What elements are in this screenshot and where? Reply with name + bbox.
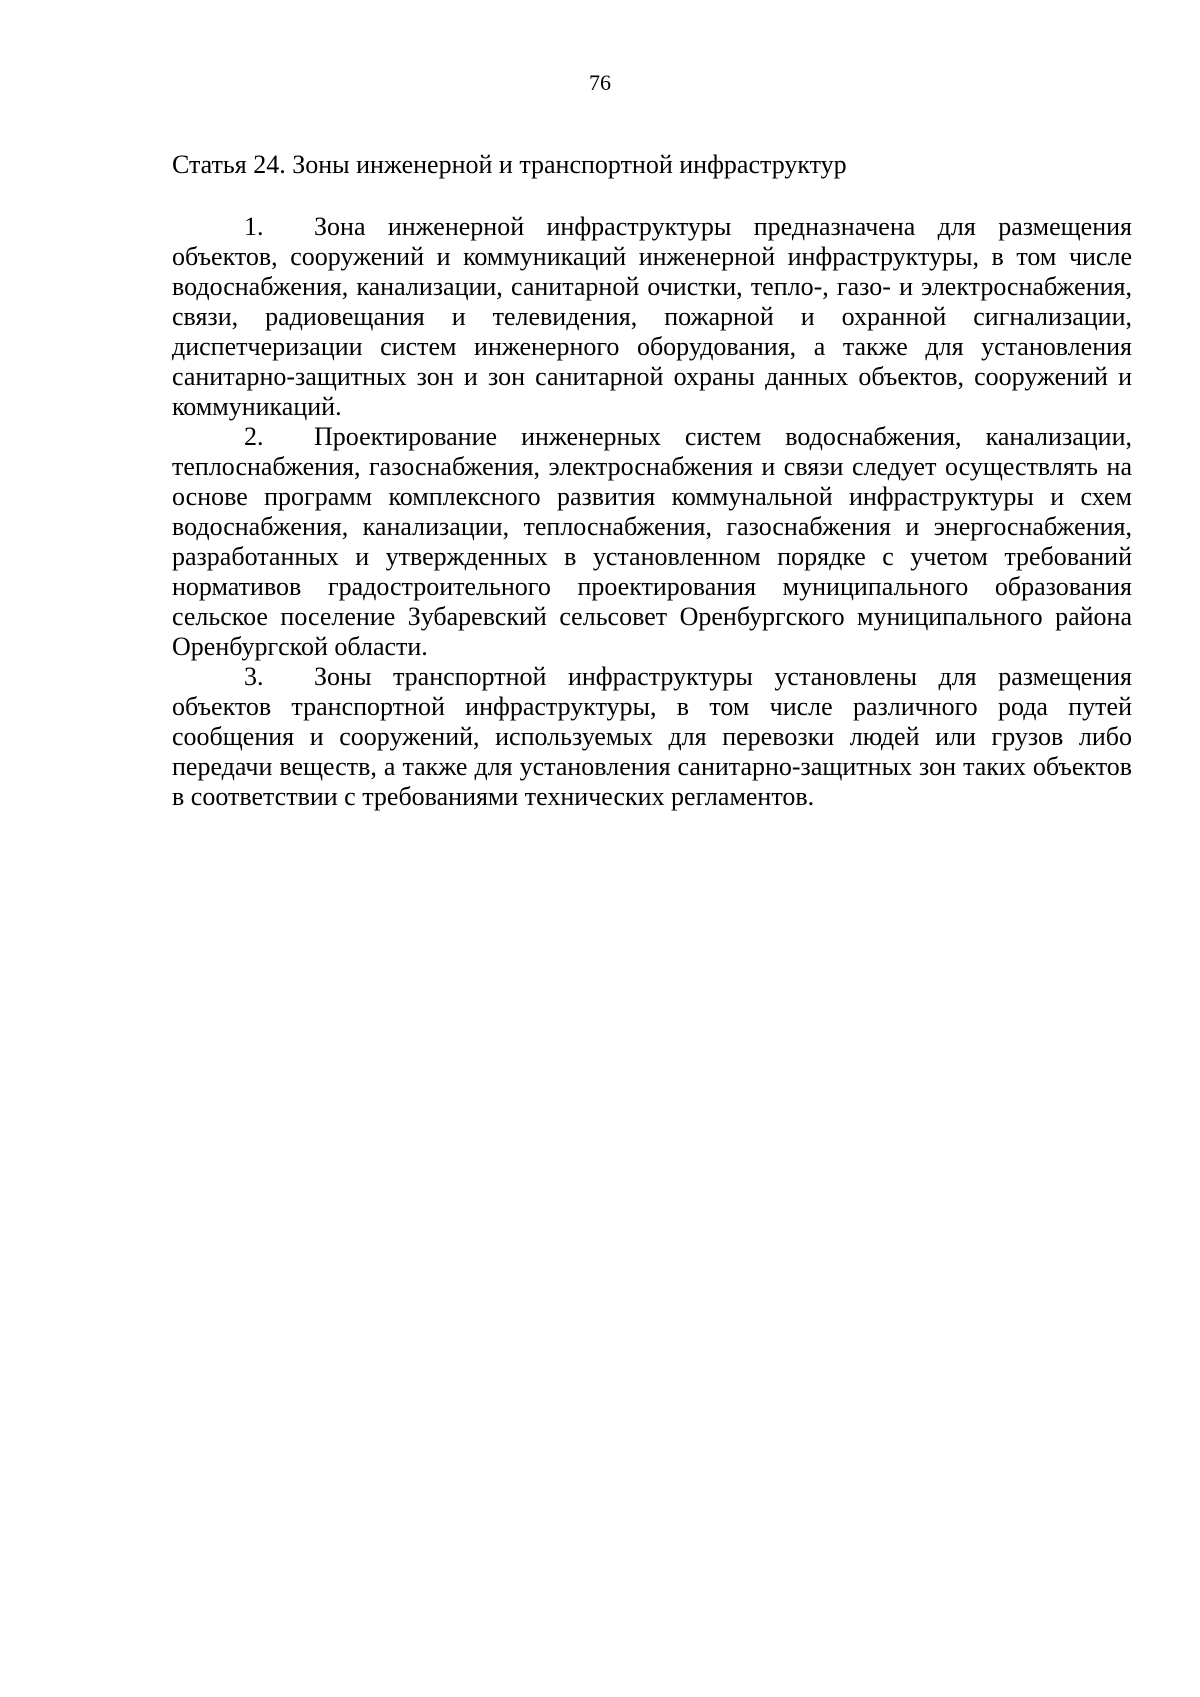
clause-number: 1. (244, 212, 264, 241)
clause-text: Зоны транспортной инфраструктуры установлены для размещения объектов транспортной инфраструктуры, в том числе различного рода путей сообщения и сооружений, используемых для перевозки людей или грузов либо передачи веществ, а также для установления санитарно-защитных зон таких объектов в соответствии с требованиями технических регламентов. (172, 662, 1132, 811)
clause-number: 3. (244, 662, 264, 691)
clause-2 (172, 422, 1132, 662)
page-number: 76 (589, 70, 611, 95)
clause-number: 2. (244, 422, 264, 451)
clause-3 (172, 662, 1132, 812)
document-body (172, 148, 1132, 812)
clause-text: Проектирование инженерных систем водоснабжения, канализации, теплоснабжения, газоснабжения, электроснабжения и связи следует осуществлять на основе программ комплексного развития коммунальной инфраструктуры и схем водоснабжения, канализации, теплоснабжения, газоснабжения и энергоснабжения, разработанных и утвержденных в установленном порядке с учетом требований нормативов градостроительного проектирования муниципального образования сельское поселение Зубаревский сельсовет Оренбургского муниципального района Оренбургской области. (172, 422, 1132, 661)
clause-text: Зона инженерной инфраструктуры предназначена для размещения объектов, сооружений и коммуникаций инженерной инфраструктуры, в том числе водоснабжения, канализации, санитарной очистки, тепло-, газо- и электроснабжения, связи, радиовещания и телевидения, пожарной и охранной сигнализации, диспетчеризации систем инженерного оборудования, а также для установления санитарно-защитных зон и зон санитарной охраны данных объектов, сооружений и коммуникаций. (172, 212, 1132, 421)
clause-1 (172, 212, 1132, 422)
article-title: Статья 24. Зоны инженерной и транспортной инфраструктур (172, 150, 847, 179)
